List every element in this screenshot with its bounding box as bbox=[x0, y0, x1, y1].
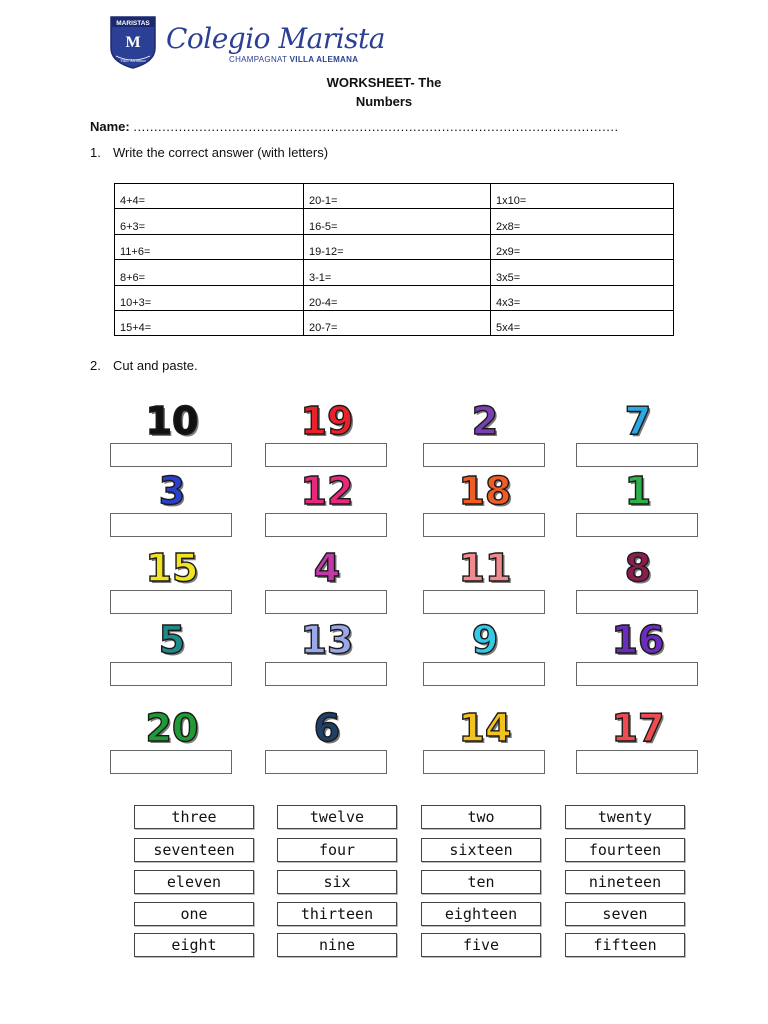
table-cell: 4+4= bbox=[115, 184, 304, 209]
table-cell: 2x8= bbox=[491, 209, 674, 234]
svg-text:M: M bbox=[125, 34, 141, 51]
number-label: 6 bbox=[313, 706, 341, 750]
answer-box[interactable] bbox=[576, 443, 698, 467]
answer-box[interactable] bbox=[576, 513, 698, 537]
number-label: 13 bbox=[300, 618, 354, 662]
number-card bbox=[110, 705, 234, 795]
word-card[interactable]: ten bbox=[421, 870, 541, 894]
word-card[interactable]: two bbox=[421, 805, 541, 829]
word-card[interactable]: nineteen bbox=[565, 870, 685, 894]
number-card bbox=[423, 705, 547, 795]
answer-box[interactable] bbox=[265, 443, 387, 467]
word-card[interactable]: thirteen bbox=[277, 902, 397, 926]
number-label: 19 bbox=[300, 399, 354, 443]
number-label: 17 bbox=[611, 706, 665, 750]
number-label: 1 bbox=[624, 469, 652, 513]
table-cell: 1x10= bbox=[491, 184, 674, 209]
answer-box[interactable] bbox=[423, 513, 545, 537]
table-cell: 6+3= bbox=[115, 209, 304, 234]
word-card[interactable]: eight bbox=[134, 933, 254, 957]
answer-box[interactable] bbox=[423, 590, 545, 614]
word-card[interactable]: five bbox=[421, 933, 541, 957]
answer-box[interactable] bbox=[110, 750, 232, 774]
number-card bbox=[110, 617, 234, 707]
table-row bbox=[115, 184, 674, 209]
word-card[interactable]: seventeen bbox=[134, 838, 254, 862]
number-label: 4 bbox=[313, 546, 341, 590]
word-card[interactable]: nine bbox=[277, 933, 397, 957]
table-row bbox=[115, 234, 674, 259]
number-label: 12 bbox=[300, 469, 354, 513]
word-card[interactable]: four bbox=[277, 838, 397, 862]
number-card bbox=[423, 617, 547, 707]
worksheet-title: WORKSHEET- The Numbers bbox=[326, 75, 442, 109]
answer-box[interactable] bbox=[110, 590, 232, 614]
school-subtitle: CHAMPAGNAT VILLA ALEMANA bbox=[229, 55, 359, 64]
table-cell: 15+4= bbox=[115, 310, 304, 335]
table-cell: 3x5= bbox=[491, 260, 674, 285]
answer-box[interactable] bbox=[110, 443, 232, 467]
name-line bbox=[90, 119, 619, 134]
answer-box[interactable] bbox=[110, 662, 232, 686]
name-blank[interactable]: ...................................................................................................................... bbox=[133, 119, 619, 134]
number-label: 15 bbox=[145, 546, 199, 590]
school-crest-logo bbox=[108, 14, 158, 70]
word-card[interactable]: three bbox=[134, 805, 254, 829]
number-label: 7 bbox=[624, 399, 652, 443]
school-name: Colegio Marista bbox=[166, 22, 385, 55]
word-card[interactable]: eighteen bbox=[421, 902, 541, 926]
number-card bbox=[265, 705, 389, 795]
answer-box[interactable] bbox=[576, 590, 698, 614]
operations-table bbox=[114, 183, 674, 336]
word-card[interactable]: seven bbox=[565, 902, 685, 926]
answer-box[interactable] bbox=[265, 662, 387, 686]
number-label: 16 bbox=[611, 618, 665, 662]
table-cell: 16-5= bbox=[304, 209, 491, 234]
word-card[interactable]: fifteen bbox=[565, 933, 685, 957]
word-card[interactable]: one bbox=[134, 902, 254, 926]
answer-box[interactable] bbox=[576, 750, 698, 774]
number-label: 3 bbox=[158, 469, 186, 513]
question-1-heading: 1. Write the correct answer (with letters) bbox=[90, 145, 329, 160]
answer-box[interactable] bbox=[110, 513, 232, 537]
crest-subtext: Villa Alemana bbox=[120, 58, 146, 63]
table-cell: 3-1= bbox=[304, 260, 491, 285]
number-label: 9 bbox=[471, 618, 499, 662]
table-cell: 8+6= bbox=[115, 260, 304, 285]
answer-box[interactable] bbox=[265, 513, 387, 537]
number-card bbox=[265, 617, 389, 707]
word-card[interactable]: six bbox=[277, 870, 397, 894]
number-label: 20 bbox=[145, 706, 199, 750]
word-card[interactable]: twelve bbox=[277, 805, 397, 829]
answer-box[interactable] bbox=[423, 750, 545, 774]
number-label: 8 bbox=[624, 546, 652, 590]
table-cell: 4x3= bbox=[491, 285, 674, 310]
number-label: 11 bbox=[458, 546, 512, 590]
table-row bbox=[115, 310, 674, 335]
name-label: Name: bbox=[90, 119, 130, 134]
table-row bbox=[115, 260, 674, 285]
word-card[interactable]: eleven bbox=[134, 870, 254, 894]
table-cell: 20-7= bbox=[304, 310, 491, 335]
number-card bbox=[576, 705, 700, 795]
number-card bbox=[576, 617, 700, 707]
number-label: 18 bbox=[458, 469, 512, 513]
answer-box[interactable] bbox=[423, 443, 545, 467]
number-label: 14 bbox=[458, 706, 512, 750]
table-row bbox=[115, 209, 674, 234]
table-cell: 11+6= bbox=[115, 234, 304, 259]
question-2-heading: 2. Cut and paste. bbox=[90, 358, 198, 373]
word-card[interactable]: fourteen bbox=[565, 838, 685, 862]
table-cell: 19-12= bbox=[304, 234, 491, 259]
number-label: 10 bbox=[145, 399, 199, 443]
table-cell: 2x9= bbox=[491, 234, 674, 259]
word-card[interactable]: sixteen bbox=[421, 838, 541, 862]
table-cell: 20-1= bbox=[304, 184, 491, 209]
answer-box[interactable] bbox=[423, 662, 545, 686]
answer-box[interactable] bbox=[265, 590, 387, 614]
table-cell: 5x4= bbox=[491, 310, 674, 335]
table-row bbox=[115, 285, 674, 310]
answer-box[interactable] bbox=[576, 662, 698, 686]
table-cell: 20-4= bbox=[304, 285, 491, 310]
answer-box[interactable] bbox=[265, 750, 387, 774]
word-card[interactable]: twenty bbox=[565, 805, 685, 829]
number-label: 5 bbox=[158, 618, 186, 662]
number-label: 2 bbox=[471, 399, 499, 443]
table-cell: 10+3= bbox=[115, 285, 304, 310]
crest-text: MARISTAS bbox=[116, 20, 150, 27]
